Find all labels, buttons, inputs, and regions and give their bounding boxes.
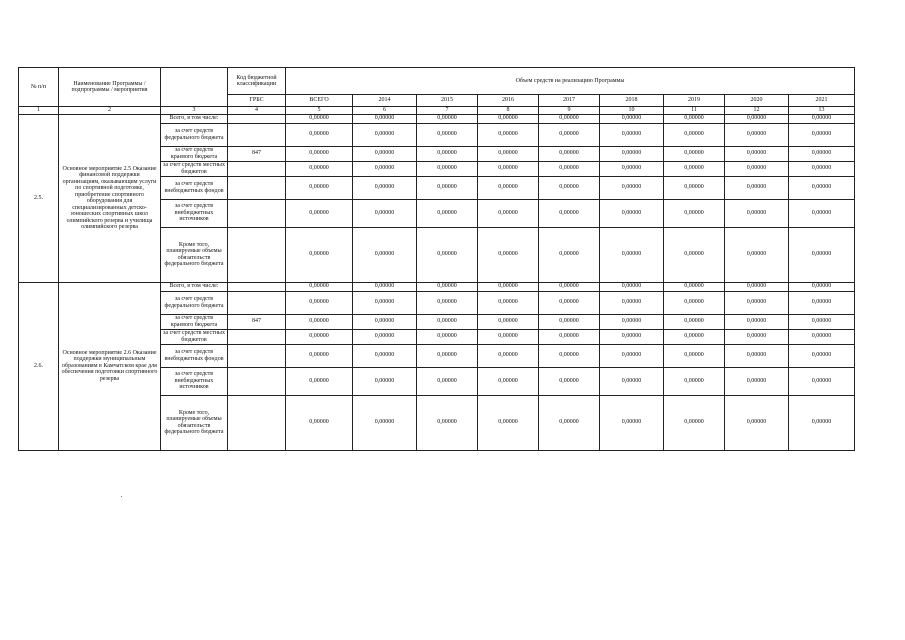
amount-cell: 0,00000 [789,344,855,367]
amount-cell: 0,00000 [478,199,539,227]
amount-cell: 0,00000 [478,161,539,176]
grbs-code [228,344,286,367]
table-body [19,114,855,450]
funding-source: за счет средств внебюджетных фондов [161,176,228,199]
amount-cell: 0,00000 [478,314,539,329]
grbs-code [228,161,286,176]
amount-cell: 0,00000 [417,329,478,344]
amount-cell: 0,00000 [417,344,478,367]
amount-cell: 0,00000 [286,329,353,344]
amount-cell: 0,00000 [789,199,855,227]
amount-cell: 0,00000 [478,123,539,146]
funding-source: Кроме того, планируемые объемы обязательств федерального бюджета [161,227,228,282]
header-year: 2014 [353,95,417,107]
section-title: Основное мероприятие 2.5 Оказание финансовой поддержки организациям, оказывающим услуги по спортивной подготовке, приобретение спортивного оборудования для специализированных детско-юношеских спортивных школ олимпийского резерва и училища олимпийского резерва [59,114,161,282]
amount-cell: 0,00000 [725,146,789,161]
column-number: 9 [539,107,600,115]
amount-cell: 0,00000 [789,291,855,314]
amount-cell: 0,00000 [664,161,725,176]
amount-cell: 0,00000 [789,227,855,282]
amount-cell: 0,00000 [353,227,417,282]
amount-cell: 0,00000 [539,329,600,344]
amount-cell: 0,00000 [417,395,478,450]
amount-cell: 0,00000 [353,395,417,450]
amount-cell: 0,00000 [478,282,539,291]
amount-cell: 0,00000 [789,395,855,450]
amount-cell: 0,00000 [539,395,600,450]
amount-cell: 0,00000 [353,367,417,395]
header-grbs: ГРБС [228,95,286,107]
amount-cell: 0,00000 [417,199,478,227]
header-year: 2016 [478,95,539,107]
amount-cell: 0,00000 [353,114,417,123]
amount-cell: 0,00000 [789,146,855,161]
amount-cell: 0,00000 [539,123,600,146]
amount-cell: 0,00000 [789,282,855,291]
amount-cell: 0,00000 [600,329,664,344]
amount-cell: 0,00000 [664,329,725,344]
funding-source: за счет средств федерального бюджета [161,123,228,146]
grbs-code [228,227,286,282]
amount-cell: 0,00000 [539,227,600,282]
grbs-code [228,176,286,199]
amount-cell: 0,00000 [417,114,478,123]
header-num: № п/п [19,68,59,107]
grbs-code [228,282,286,291]
amount-cell: 0,00000 [600,395,664,450]
amount-cell: 0,00000 [539,146,600,161]
amount-cell: 0,00000 [600,114,664,123]
amount-cell: 0,00000 [725,176,789,199]
amount-cell: 0,00000 [664,367,725,395]
amount-cell: 0,00000 [478,291,539,314]
amount-cell: 0,00000 [478,227,539,282]
grbs-code: 847 [228,146,286,161]
amount-cell: 0,00000 [417,161,478,176]
amount-cell: 0,00000 [286,123,353,146]
column-number: 10 [600,107,664,115]
amount-cell: 0,00000 [353,282,417,291]
column-number: 3 [161,107,228,115]
amount-cell: 0,00000 [600,146,664,161]
amount-cell: 0,00000 [600,227,664,282]
funding-source: за счет средств внебюджетных источников [161,199,228,227]
amount-cell: 0,00000 [539,199,600,227]
amount-cell: 0,00000 [286,114,353,123]
header-year: 2021 [789,95,855,107]
amount-cell: 0,00000 [353,344,417,367]
table-header [19,68,855,115]
amount-cell: 0,00000 [286,199,353,227]
amount-cell: 0,00000 [417,176,478,199]
amount-cell: 0,00000 [664,114,725,123]
amount-cell: 0,00000 [725,344,789,367]
funding-source: за счет средств федерального бюджета [161,291,228,314]
amount-cell: 0,00000 [725,282,789,291]
grbs-code [228,291,286,314]
funding-source: Всего, в том числе: [161,114,228,123]
amount-cell: 0,00000 [539,282,600,291]
amount-cell: 0,00000 [353,314,417,329]
amount-cell: 0,00000 [353,176,417,199]
amount-cell: 0,00000 [286,227,353,282]
amount-cell: 0,00000 [539,367,600,395]
grbs-code [228,123,286,146]
amount-cell: 0,00000 [725,314,789,329]
amount-cell: 0,00000 [478,114,539,123]
amount-cell: 0,00000 [664,176,725,199]
amount-cell: 0,00000 [789,314,855,329]
funding-source: за счет средств внебюджетных фондов [161,344,228,367]
amount-cell: 0,00000 [664,146,725,161]
funding-source: за счет средств внебюджетных источников [161,367,228,395]
header-source-empty [161,68,228,107]
amount-cell: 0,00000 [789,329,855,344]
grbs-code [228,395,286,450]
amount-cell: 0,00000 [286,282,353,291]
grbs-code: 847 [228,314,286,329]
amount-cell: 0,00000 [353,146,417,161]
funding-source: за счет средств местных бюджетов [161,329,228,344]
amount-cell: 0,00000 [478,146,539,161]
grbs-code [228,367,286,395]
column-number: 13 [789,107,855,115]
amount-cell: 0,00000 [725,227,789,282]
column-number: 2 [59,107,161,115]
amount-cell: 0,00000 [286,395,353,450]
grbs-code [228,199,286,227]
amount-cell: 0,00000 [789,367,855,395]
amount-cell: 0,00000 [664,282,725,291]
amount-cell: 0,00000 [664,227,725,282]
column-number: 4 [228,107,286,115]
column-number: 8 [478,107,539,115]
amount-cell: 0,00000 [417,291,478,314]
grbs-code [228,114,286,123]
amount-cell: 0,00000 [286,161,353,176]
amount-cell: 0,00000 [353,291,417,314]
budget-table [18,67,855,451]
header-year: 2020 [725,95,789,107]
section-number: 2.5. [19,114,59,282]
header-name: Наименование Программы / подпрограммы / мероприятия [59,68,161,107]
amount-cell: 0,00000 [789,123,855,146]
amount-cell: 0,00000 [539,344,600,367]
amount-cell: 0,00000 [600,161,664,176]
amount-cell: 0,00000 [600,176,664,199]
amount-cell: 0,00000 [478,344,539,367]
column-number: 7 [417,107,478,115]
amount-cell: 0,00000 [286,344,353,367]
funding-source: за счет средств краевого бюджета [161,314,228,329]
amount-cell: 0,00000 [539,291,600,314]
table-row [19,114,855,123]
amount-cell: 0,00000 [664,199,725,227]
column-number: 6 [353,107,417,115]
amount-cell: 0,00000 [600,199,664,227]
amount-cell: 0,00000 [286,291,353,314]
funding-source: Всего, в том числе: [161,282,228,291]
amount-cell: 0,00000 [725,291,789,314]
amount-cell: 0,00000 [417,123,478,146]
amount-cell: 0,00000 [353,123,417,146]
header-year: 2018 [600,95,664,107]
amount-cell: 0,00000 [478,176,539,199]
section-title: Основное мероприятие 2.6 Оказание поддержки муниципальным образованиям в Камчатском крае для обеспечения подготовки спортивного резерва [59,282,161,450]
grbs-code [228,329,286,344]
amount-cell: 0,00000 [664,291,725,314]
funding-source: за счет средств местных бюджетов [161,161,228,176]
amount-cell: 0,00000 [789,176,855,199]
amount-cell: 0,00000 [478,329,539,344]
amount-cell: 0,00000 [725,123,789,146]
header-year: 2017 [539,95,600,107]
scan-speck [121,496,122,497]
amount-cell: 0,00000 [286,146,353,161]
header-volume: Объем средств на реализацию Программы [286,68,855,95]
amount-cell: 0,00000 [478,367,539,395]
amount-cell: 0,00000 [664,344,725,367]
amount-cell: 0,00000 [417,314,478,329]
amount-cell: 0,00000 [600,123,664,146]
header-code: Код бюджетной классификации [228,68,286,95]
table-row [19,282,855,291]
amount-cell: 0,00000 [725,395,789,450]
amount-cell: 0,00000 [600,291,664,314]
amount-cell: 0,00000 [539,314,600,329]
amount-cell: 0,00000 [600,282,664,291]
amount-cell: 0,00000 [478,395,539,450]
amount-cell: 0,00000 [417,367,478,395]
amount-cell: 0,00000 [789,161,855,176]
amount-cell: 0,00000 [417,282,478,291]
amount-cell: 0,00000 [417,227,478,282]
amount-cell: 0,00000 [600,314,664,329]
column-number: 12 [725,107,789,115]
amount-cell: 0,00000 [725,329,789,344]
header-year: ВСЕГО [286,95,353,107]
column-number: 1 [19,107,59,115]
amount-cell: 0,00000 [286,176,353,199]
amount-cell: 0,00000 [539,176,600,199]
amount-cell: 0,00000 [725,161,789,176]
column-number: 11 [664,107,725,115]
amount-cell: 0,00000 [725,367,789,395]
amount-cell: 0,00000 [600,344,664,367]
amount-cell: 0,00000 [725,114,789,123]
amount-cell: 0,00000 [664,123,725,146]
amount-cell: 0,00000 [789,114,855,123]
amount-cell: 0,00000 [286,314,353,329]
amount-cell: 0,00000 [286,367,353,395]
amount-cell: 0,00000 [353,199,417,227]
amount-cell: 0,00000 [417,146,478,161]
amount-cell: 0,00000 [725,199,789,227]
header-year: 2019 [664,95,725,107]
amount-cell: 0,00000 [539,114,600,123]
amount-cell: 0,00000 [353,329,417,344]
header-year: 2015 [417,95,478,107]
section-number: 2.6. [19,282,59,450]
amount-cell: 0,00000 [600,367,664,395]
amount-cell: 0,00000 [539,161,600,176]
funding-source: за счет средств краевого бюджета [161,146,228,161]
amount-cell: 0,00000 [353,161,417,176]
amount-cell: 0,00000 [664,395,725,450]
amount-cell: 0,00000 [664,314,725,329]
column-number: 5 [286,107,353,115]
funding-source: Кроме того, планируемые объемы обязательств федерального бюджета [161,395,228,450]
